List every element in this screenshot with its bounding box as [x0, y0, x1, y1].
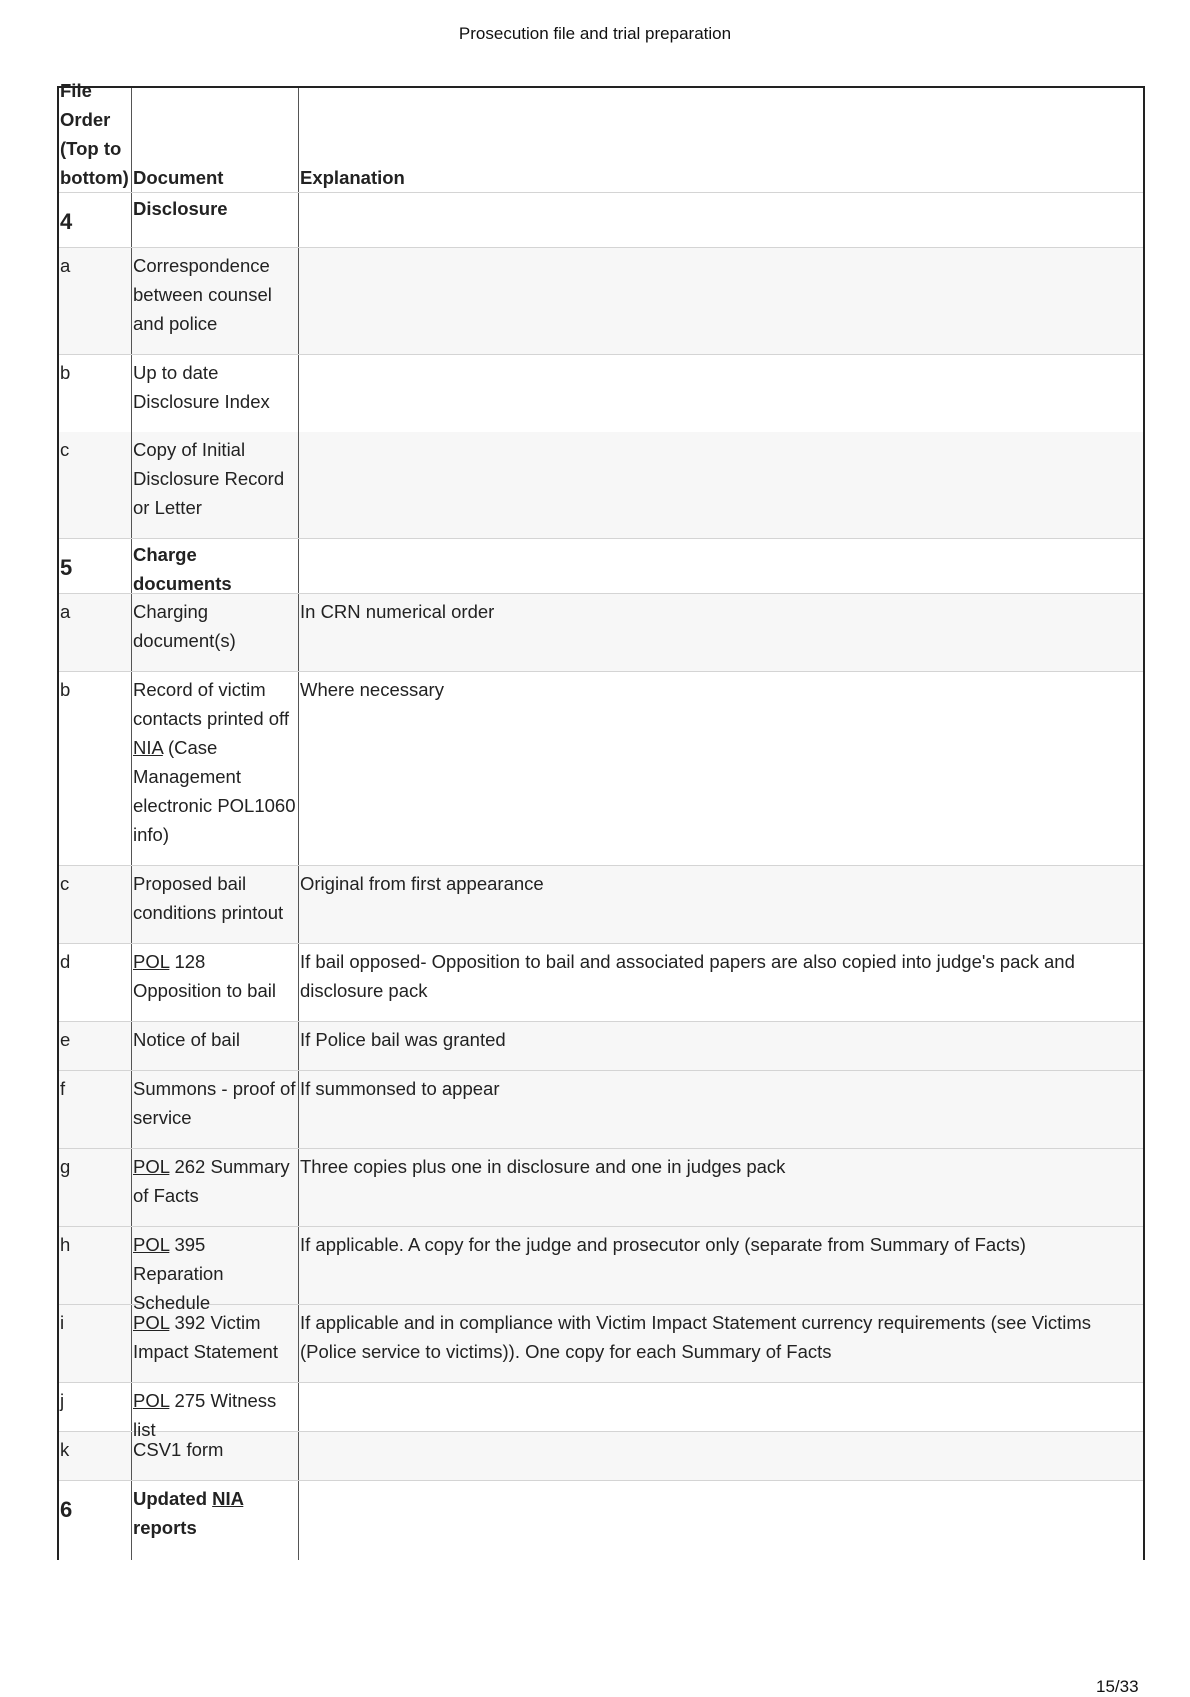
row-order: i	[59, 1305, 132, 1382]
pol-abbreviation: POL	[133, 951, 170, 972]
row-explanation: If Police bail was granted	[300, 1029, 506, 1050]
table-row	[59, 432, 1143, 539]
row-document-text: 275 Witness list	[133, 1390, 277, 1440]
row-order: e	[59, 1022, 132, 1070]
row-explanation	[299, 539, 1143, 593]
table-header-row	[59, 80, 1143, 193]
row-explanation	[299, 1383, 1143, 1431]
row-order: b	[59, 355, 132, 432]
row-order: a	[59, 248, 132, 354]
row-order: d	[59, 944, 132, 1021]
row-order: h	[59, 1227, 132, 1304]
column-header-explanation: Explanation	[300, 167, 405, 188]
row-explanation: If applicable and in compliance with Victim Impact Statement currency requirements (see Victims (Police service to victims)). One copy for each Summary of Facts	[300, 1312, 1092, 1362]
table-row	[59, 1149, 1143, 1227]
table-row	[59, 944, 1143, 1022]
row-document: Up to date Disclosure Index	[132, 355, 299, 432]
row-explanation	[299, 248, 1143, 354]
row-explanation: If applicable. A copy for the judge and prosecutor only (separate from Summary of Facts)	[300, 1234, 1026, 1255]
row-document	[132, 1305, 299, 1382]
page-header-title: Prosecution file and trial preparation	[458, 24, 732, 43]
pol-abbreviation: POL	[133, 1234, 170, 1255]
row-order: g	[59, 1149, 132, 1226]
table-row	[59, 1071, 1143, 1149]
table-row	[59, 1227, 1143, 1313]
table-row	[59, 1022, 1143, 1071]
row-explanation	[299, 1432, 1143, 1480]
row-document-text: 128 Opposition to bail	[133, 951, 276, 1001]
row-explanation	[299, 193, 1143, 247]
row-document	[132, 1227, 299, 1313]
row-document: Copy of Initial Disclosure Record or Letter	[132, 432, 299, 538]
column-header-order: File Order (Top to bottom)	[59, 88, 132, 192]
row-order: a	[59, 594, 132, 671]
file-order-table	[57, 80, 1145, 1560]
row-document: Correspondence between counsel and police	[132, 248, 299, 354]
table-row	[59, 355, 1143, 432]
row-document-suffix: reports	[133, 1517, 197, 1538]
row-explanation: Original from first appearance	[300, 873, 544, 894]
row-explanation: If bail opposed- Opposition to bail and associated papers are also copied into judge's pack and disclosure pack	[300, 951, 1075, 1001]
row-document: Summons - proof of service	[132, 1071, 299, 1148]
table-row	[59, 1432, 1143, 1481]
column-header-document: Document	[132, 88, 299, 192]
table-row	[59, 594, 1143, 672]
section-row-charge-documents	[59, 539, 1143, 594]
row-explanation	[299, 432, 1143, 538]
row-document	[132, 1383, 299, 1440]
row-explanation	[299, 355, 1143, 432]
row-document-suffix: (Case Management electronic POL1060 info)	[133, 737, 296, 845]
row-explanation	[299, 1481, 1143, 1560]
row-document-prefix: Updated	[133, 1488, 207, 1509]
row-document-text: 262 Summary of Facts	[133, 1156, 290, 1206]
row-explanation: Where necessary	[300, 679, 444, 700]
row-document: Charging document(s)	[132, 594, 299, 671]
row-document	[132, 1481, 299, 1560]
table-row	[59, 248, 1143, 355]
row-order: b	[59, 672, 132, 865]
row-document: Notice of bail	[132, 1022, 299, 1070]
row-document: Disclosure	[132, 193, 299, 247]
row-order: 6	[59, 1481, 132, 1560]
pol-abbreviation: POL	[133, 1312, 170, 1333]
row-document: Proposed bail conditions printout	[132, 866, 299, 943]
table-row	[59, 1383, 1143, 1440]
row-explanation: In CRN numerical order	[300, 601, 495, 622]
row-order: 5	[59, 539, 132, 593]
row-document	[132, 944, 299, 1021]
row-document-prefix: Record of victim contacts printed off	[133, 679, 289, 729]
section-row-disclosure	[59, 193, 1143, 248]
row-order: j	[59, 1383, 132, 1431]
section-row-updated-nia-reports	[59, 1481, 1143, 1560]
row-document: CSV1 form	[132, 1432, 299, 1480]
row-document: Charge documents	[132, 539, 299, 593]
table-row	[59, 1305, 1143, 1383]
row-document-text: 395 Reparation Schedule	[133, 1234, 224, 1313]
table-row	[59, 866, 1143, 944]
row-order: k	[59, 1432, 132, 1480]
row-explanation: If summonsed to appear	[300, 1078, 500, 1099]
page-number: 15/33	[1096, 1677, 1139, 1696]
row-order: 4	[59, 193, 132, 247]
pol-abbreviation: POL	[133, 1156, 170, 1177]
pol-abbreviation: POL	[133, 1390, 170, 1411]
nia-abbreviation: NIA	[133, 737, 163, 758]
table-row	[59, 672, 1143, 866]
nia-abbreviation: NIA	[212, 1488, 244, 1509]
row-document	[132, 672, 299, 865]
row-order: f	[59, 1071, 132, 1148]
row-order: c	[59, 432, 132, 538]
row-order: c	[59, 866, 132, 943]
row-explanation: Three copies plus one in disclosure and one in judges pack	[300, 1156, 786, 1177]
row-document	[132, 1149, 299, 1226]
row-document-text: 392 Victim Impact Statement	[133, 1312, 278, 1362]
